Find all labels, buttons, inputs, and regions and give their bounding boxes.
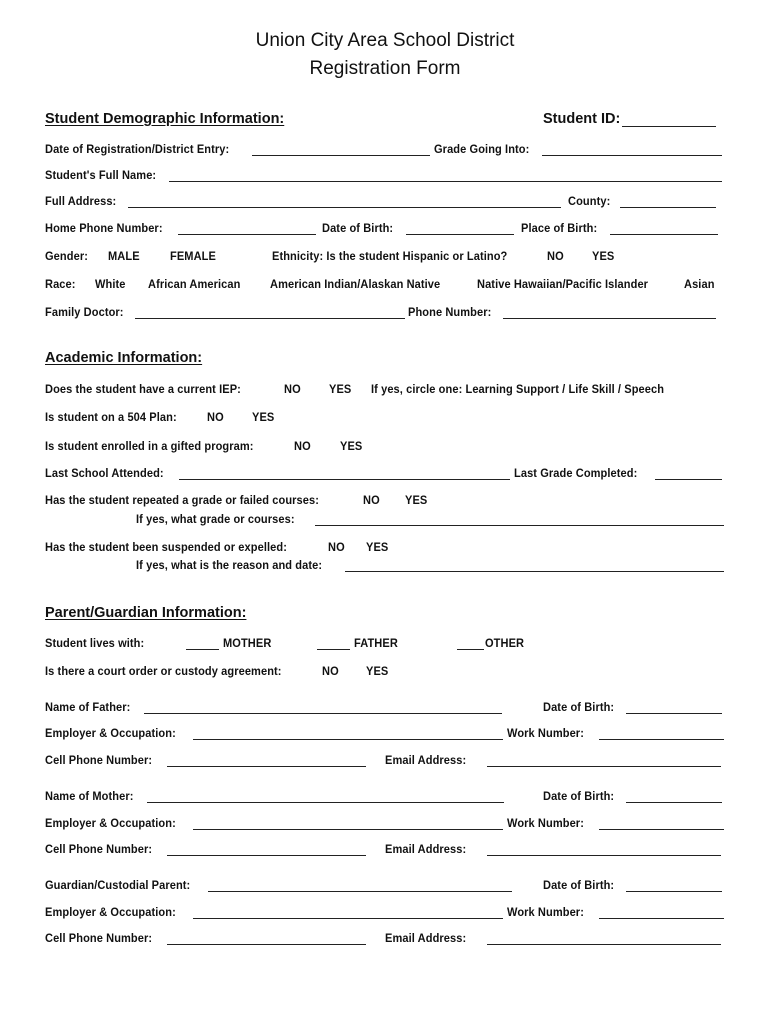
- mother-cell-label: Cell Phone Number:: [45, 842, 153, 856]
- gender-male-option[interactable]: MALE: [108, 249, 140, 263]
- mother-cell-field[interactable]: [167, 855, 366, 856]
- father-email-label: Email Address:: [385, 753, 467, 767]
- suspended-if-field[interactable]: [345, 571, 724, 572]
- lives-with-other-blank[interactable]: [457, 649, 484, 650]
- race-label: Race:: [45, 277, 76, 291]
- guardian-dob-field[interactable]: [626, 891, 722, 892]
- guardian-name-field[interactable]: [208, 891, 512, 892]
- father-email-field[interactable]: [487, 766, 721, 767]
- guardian-cell-label: Cell Phone Number:: [45, 931, 153, 945]
- guardian-employer-field[interactable]: [193, 918, 503, 919]
- guardian-name-label: Guardian/Custodial Parent:: [45, 878, 191, 892]
- doctor-label: Family Doctor:: [45, 305, 124, 319]
- court-order-label: Is there a court order or custody agreement:: [45, 664, 282, 678]
- suspended-if-label: If yes, what is the reason and date:: [136, 558, 323, 572]
- guardian-email-label: Email Address:: [385, 931, 467, 945]
- guardian-work-label: Work Number:: [507, 905, 584, 919]
- doctor-phone-field[interactable]: [503, 318, 716, 319]
- dob-field[interactable]: [406, 234, 514, 235]
- repeated-if-label: If yes, what grade or courses:: [136, 512, 295, 526]
- academic-section-title: Academic Information:: [45, 350, 203, 366]
- last-school-label: Last School Attended:: [45, 466, 164, 480]
- lives-with-label: Student lives with:: [45, 636, 145, 650]
- gifted-yes-option[interactable]: YES: [340, 439, 363, 453]
- repeated-no-option[interactable]: NO: [363, 493, 380, 507]
- mother-email-field[interactable]: [487, 855, 721, 856]
- gender-label: Gender:: [45, 249, 88, 263]
- grade-going-label: Grade Going Into:: [434, 142, 530, 156]
- guardian-email-field[interactable]: [487, 944, 721, 945]
- mother-employer-field[interactable]: [193, 829, 503, 830]
- student-id-label: Student ID:: [543, 111, 621, 127]
- father-employer-field[interactable]: [193, 739, 503, 740]
- date-registration-label: Date of Registration/District Entry:: [45, 142, 230, 156]
- father-cell-field[interactable]: [167, 766, 366, 767]
- dob-label: Date of Birth:: [322, 221, 394, 235]
- ethnicity-no-option[interactable]: NO: [547, 249, 564, 263]
- county-field[interactable]: [620, 207, 716, 208]
- grade-going-field[interactable]: [542, 155, 722, 156]
- court-no-option[interactable]: NO: [322, 664, 339, 678]
- plan504-no-option[interactable]: NO: [207, 410, 224, 424]
- race-option[interactable]: Native Hawaiian/Pacific Islander: [477, 277, 649, 291]
- mother-name-field[interactable]: [147, 802, 504, 803]
- guardian-dob-label: Date of Birth:: [543, 878, 615, 892]
- father-work-field[interactable]: [599, 739, 724, 740]
- father-dob-label: Date of Birth:: [543, 700, 615, 714]
- iep-no-option[interactable]: NO: [284, 382, 301, 396]
- plan504-label: Is student on a 504 Plan:: [45, 410, 177, 424]
- father-employer-label: Employer & Occupation:: [45, 726, 176, 740]
- guardian-employer-label: Employer & Occupation:: [45, 905, 176, 919]
- lives-with-father-label: FATHER: [354, 636, 398, 650]
- last-grade-field[interactable]: [655, 479, 722, 480]
- mother-employer-label: Employer & Occupation:: [45, 816, 176, 830]
- father-name-label: Name of Father:: [45, 700, 131, 714]
- lives-with-mother-blank[interactable]: [186, 649, 219, 650]
- doctor-field[interactable]: [135, 318, 405, 319]
- father-work-label: Work Number:: [507, 726, 584, 740]
- mother-work-label: Work Number:: [507, 816, 584, 830]
- repeated-yes-option[interactable]: YES: [405, 493, 428, 507]
- mother-work-field[interactable]: [599, 829, 724, 830]
- suspended-yes-option[interactable]: YES: [366, 540, 389, 554]
- gifted-label: Is student enrolled in a gifted program:: [45, 439, 254, 453]
- ethnicity-label: Ethnicity: Is the student Hispanic or Latino?: [272, 249, 508, 263]
- ethnicity-yes-option[interactable]: YES: [592, 249, 615, 263]
- home-phone-field[interactable]: [178, 234, 316, 235]
- father-name-field[interactable]: [144, 713, 502, 714]
- last-school-field[interactable]: [179, 479, 510, 480]
- pob-label: Place of Birth:: [521, 221, 598, 235]
- repeated-if-field[interactable]: [315, 525, 724, 526]
- race-option[interactable]: Asian: [684, 277, 715, 291]
- father-cell-label: Cell Phone Number:: [45, 753, 153, 767]
- address-field[interactable]: [128, 207, 561, 208]
- guardian-cell-field[interactable]: [167, 944, 366, 945]
- gender-female-option[interactable]: FEMALE: [170, 249, 216, 263]
- race-option[interactable]: American Indian/Alaskan Native: [270, 277, 441, 291]
- mother-name-label: Name of Mother:: [45, 789, 134, 803]
- suspended-label: Has the student been suspended or expelled:: [45, 540, 287, 554]
- district-title: Union City Area School District: [255, 30, 515, 51]
- home-phone-label: Home Phone Number:: [45, 221, 163, 235]
- pob-field[interactable]: [610, 234, 718, 235]
- parent-section-title: Parent/Guardian Information:: [45, 605, 247, 621]
- lives-with-other-label: OTHER: [485, 636, 525, 650]
- father-dob-field[interactable]: [626, 713, 722, 714]
- full-name-field[interactable]: [169, 181, 722, 182]
- doctor-phone-label: Phone Number:: [408, 305, 492, 319]
- full-name-label: Student's Full Name:: [45, 168, 157, 182]
- court-yes-option[interactable]: YES: [366, 664, 389, 678]
- repeated-label: Has the student repeated a grade or failed courses:: [45, 493, 320, 507]
- race-option[interactable]: African American: [148, 277, 241, 291]
- mother-dob-label: Date of Birth:: [543, 789, 615, 803]
- plan504-yes-option[interactable]: YES: [252, 410, 275, 424]
- suspended-no-option[interactable]: NO: [328, 540, 345, 554]
- race-option[interactable]: White: [95, 277, 126, 291]
- form-title: Registration Form: [309, 58, 461, 79]
- date-registration-field[interactable]: [252, 155, 430, 156]
- iep-circle-label: If yes, circle one: Learning Support / Life Skill / Speech: [371, 382, 665, 396]
- lives-with-father-blank[interactable]: [317, 649, 350, 650]
- lives-with-mother-label: MOTHER: [223, 636, 272, 650]
- guardian-work-field[interactable]: [599, 918, 724, 919]
- mother-dob-field[interactable]: [626, 802, 722, 803]
- demographic-section-title: Student Demographic Information:: [45, 111, 285, 127]
- last-grade-label: Last Grade Completed:: [514, 466, 638, 480]
- address-label: Full Address:: [45, 194, 117, 208]
- gifted-no-option[interactable]: NO: [294, 439, 311, 453]
- mother-email-label: Email Address:: [385, 842, 467, 856]
- iep-yes-option[interactable]: YES: [329, 382, 352, 396]
- iep-label: Does the student have a current IEP:: [45, 382, 241, 396]
- student-id-field[interactable]: [622, 126, 716, 127]
- county-label: County:: [568, 194, 611, 208]
